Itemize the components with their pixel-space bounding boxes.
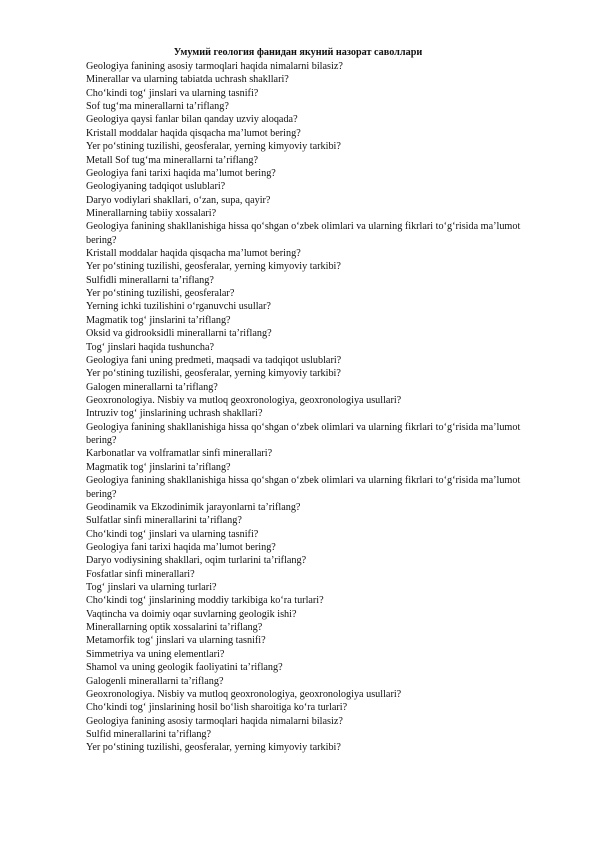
question-item: Yerning ichki tuzilishini o‘rganuvchi usullar? — [86, 301, 271, 313]
question-item: Yer po‘stining tuzilishi, geosferalar, yerning kimyoviy tarkibi? — [86, 261, 341, 273]
question-item: Daryo vodiylari shakllari, o‘zan, supa, qayir? — [86, 194, 271, 206]
question-item: Minerallarning optik xossalarini ta’riflang? — [86, 622, 263, 634]
question-item: Geologiya qaysi fanlar bilan qanday uzviy aloqada? — [86, 114, 298, 126]
question-item: Cho‘kindi tog‘ jinslarining moddiy tarkibiga ko‘ra turlari? — [86, 595, 324, 607]
question-item: Kristall moddalar haqida qisqacha ma’lumot bering? — [86, 248, 301, 260]
document-title: Умумий геология фанидан якуний назорат саволлари — [173, 47, 423, 58]
question-item: Intruziv tog‘ jinslarining uchrash shakllari? — [86, 408, 263, 420]
question-item: Galogenli minerallarni ta’riflang? — [86, 675, 224, 687]
question-item: Shamol va uning geologik faoliyatini ta’riflang? — [86, 662, 283, 674]
question-item: Cho‘kindi tog‘ jinslari va ularning tasnifi? — [86, 87, 259, 99]
question-item: Magmatik tog‘ jinslarini ta’riflang? — [86, 461, 231, 473]
question-list — [86, 60, 526, 755]
question-item: Geologiya fanining shakllanishiga hissa qo‘shgan o‘zbek olimlari va ularning fikrlari to‘g‘risida ma’lumot bering? — [86, 475, 521, 500]
question-item: Vaqtincha va doimiy oqar suvlarning geologik ishi? — [86, 608, 297, 620]
question-item: Oksid va gidrooksidli minerallarni ta’riflang? — [86, 328, 272, 340]
question-item: Sof tug‘ma minerallarni ta’riflang? — [86, 101, 229, 113]
question-item: Yer po‘stining tuzilishi, geosferalar, yerning kimyoviy tarkibi? — [86, 368, 341, 380]
question-item: Cho‘kindi tog‘ jinslarining hosil bo‘lish sharoitiga ko‘ra turlari? — [86, 702, 348, 714]
question-item: Geologiya fanining shakllanishiga hissa qo‘shgan o‘zbek olimlari va ularning fikrlari to‘g‘risida ma’lumot bering? — [86, 221, 521, 246]
question-item: Yer po‘stining tuzilishi, geosferalar, yerning kimyoviy tarkibi? — [86, 742, 341, 754]
question-item: Tog‘ jinslari va ularning turlari? — [86, 582, 217, 594]
question-item: Geologiya fanining shakllanishiga hissa qo‘shgan o‘zbek olimlari va ularning fikrlari to‘g‘risida ma’lumot bering? — [86, 421, 521, 447]
question-item: Tog‘ jinslari haqida tushuncha? — [86, 341, 215, 353]
question-item: Geodinamik va Ekzodinimik jarayonlarni ta’riflang? — [86, 501, 301, 513]
question-item: Galogen minerallarni ta’riflang? — [86, 381, 218, 393]
question-item: Sulfatlar sinfi minerallarini ta’riflang? — [86, 515, 242, 527]
question-item: Geologiya fanining asosiy tarmoqlari haqida nimalarni bilasiz? — [86, 61, 343, 72]
question-item: Karbonatlar va volframatlar sinfi minerallari? — [86, 448, 273, 460]
question-item: Geoxronologiya. Nisbiy va mutloq geoxronologiya, geoxronologiya usullari? — [86, 394, 402, 406]
question-item: Sulfidli minerallarni ta’riflang? — [86, 274, 214, 286]
question-item: Minerallarning tabiiy xossalari? — [86, 207, 217, 219]
question-item: Sulfid minerallarini ta’riflang? — [86, 728, 212, 740]
question-item: Simmetriya va uning elementlari? — [86, 648, 225, 660]
question-item: Geologiya fani tarixi haqida ma’lumot bering? — [86, 167, 276, 179]
question-item: Geologiya fani uning predmeti, maqsadi va tadqiqot uslublari? — [86, 354, 342, 366]
question-item: Metamorfik tog‘ jinslari va ularning tasnifi? — [86, 635, 266, 647]
question-item: Geoxronologiya. Nisbiy va mutloq geoxronologiya, geoxronologiya usullari? — [86, 688, 402, 700]
question-item: Geologiyaning tadqiqot uslublari? — [86, 181, 226, 193]
question-item: Minerallar va ularning tabiatda uchrash shakllari? — [86, 74, 289, 86]
question-item: Metall Sof tug‘ma minerallarni ta’riflang? — [86, 154, 258, 166]
question-item: Fosfatlar sinfi minerallari? — [86, 568, 195, 580]
question-item: Daryo vodiysining shakllari, oqim turlarini ta’riflang? — [86, 555, 307, 567]
question-item: Cho‘kindi tog‘ jinslari va ularning tasnifi? — [86, 528, 259, 540]
question-item: Geologiya fani tarixi haqida ma’lumot bering? — [86, 541, 276, 553]
question-item: Magmatik tog‘ jinslarini ta’riflang? — [86, 314, 231, 326]
question-item: Yer po‘stining tuzilishi, geosferalar? — [86, 288, 235, 300]
question-item: Geologiya fanining asosiy tarmoqlari haqida nimalarni bilasiz? — [86, 715, 343, 727]
question-item: Yer po‘stining tuzilishi, geosferalar, yerning kimyoviy tarkibi? — [86, 141, 341, 153]
question-item: Kristall moddalar haqida qisqacha ma’lumot bering? — [86, 127, 301, 139]
